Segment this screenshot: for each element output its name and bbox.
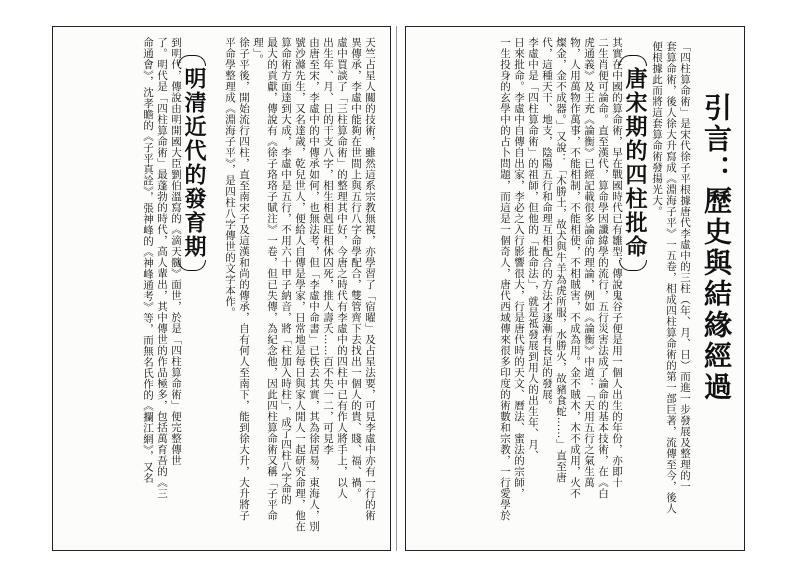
text-column: 異傳承，李虛中能夠在世間上與五行八字命學配合，雙管齊下去找出一個人的貴、賤、福、禍。 <box>350 37 362 499</box>
text-column: 便根據此而將這套算命術發揚光大。 <box>651 41 663 217</box>
text-column: 命通會》，沈孝瞻的《子平真詮》，張神峰的《神峰通考》等，而無名氏作的《攔江網》，又名 <box>142 37 154 484</box>
text-column: 平命學整理成《淵海子平》，是四柱八字傳世的文字本作。 <box>224 37 236 318</box>
text-column: 日來批命。李虛中自傳自出家，李必之入行影響很大，行是唐代時的天文、曆法、蜜法的宗師， <box>513 37 525 499</box>
text-column: 由唐至宋，李虛中的中傳承如何，也無法考，但「李虛中命書」已佚去其實，其為徐居易，東海人，別 <box>308 37 320 532</box>
text-column: 物，人用萬物作萬事，不能相制，不能相使，不相賊害，不成為用。金不賊木，木不成用，火不 <box>569 37 581 499</box>
chapter-title: 引言：歷史與結緣經過 <box>700 93 733 403</box>
heading-bracket-bottom <box>619 260 647 271</box>
heading-bracket-top <box>619 55 647 66</box>
text-column: 到明代，傳說由明開國大臣劉伯溫寫的《滴天髓》面世，於是「四柱算命術」便完整傳世 <box>170 37 182 466</box>
text-column: 天竺占星人關的技術，雖然這系宗教無視，亦學習了「宿曜」及占星法要，可見李虛中亦有一行的術 <box>364 37 376 521</box>
text-column: 套算命術，後人徐大升寫成《淵海子平》一五卷，相成四柱算命術的第一部巨著，流傳至今，後人 <box>665 41 677 514</box>
text-column: 虎通義》及王充《論衡》已經記載很多論命的理論，例如《論衡》中道：「天用五行之氣生萬 <box>583 37 595 488</box>
heading-bracket-top <box>178 55 206 66</box>
left-page <box>52 26 391 551</box>
text-column: 了。明代是「四柱算命術」最蓬勃的時代，高人輩出，其中傳世的作品極多，包括萬育吾的《三 <box>156 37 168 499</box>
text-column: 最大的貢獻，傳說有《徐子珞珞子賦注》一卷，但已失傳，為紀念他，因此四柱算命術又稱「子平命 <box>266 37 278 521</box>
text-column: 燦金，金不成器。」又說：「木勝土，故犬與牛羊為虎所服，水勝火，故豬食蛇……」直至唐 <box>555 37 567 483</box>
text-column: 李虛中是「四柱算命術」的祖師，但他的「批命法」，就是祗發展到用人的出生年、月、 <box>527 37 539 461</box>
text-column: 號沙滌先生，又名達歲，乾兒世人，便給人自傳是學家，日常地是每日與家人閒人一起研究命理，他在 <box>294 37 306 532</box>
text-column: 算命術方面達到大成，李虛中是五行，不用六十甲子納音，將「柱加入時柱」，成了四柱八字命的 <box>280 37 292 505</box>
book-spine <box>396 26 397 551</box>
text-column: 一生投身的玄學中的占卜問題，而這是一個奇人，唐代西域傳來很多印度的術數和宗教，一行愛學於 <box>499 37 511 521</box>
right-page <box>405 26 745 551</box>
text-column: 代，這種天干、地支，陰陽五行和命理互相配合的方法才逐漸有長足的發展。 <box>541 37 553 411</box>
section-title-ming-qing: 明清近代的發育期 <box>179 67 210 259</box>
text-column: 其實在中國的算命術，早在戰國時代已有雛型，傳說鬼谷子便是用一個人出生的年份，亦即十 <box>611 37 623 488</box>
text-column: 理」。 <box>252 37 264 65</box>
text-column: 徐子平後，開始流行四柱，直至南宋子及這漢和尚的傳承，自有何人至南下，能到徐大升，大升將子 <box>238 37 250 521</box>
text-column: 二生肖便可論命。直至漢代，算命學因讖緯學的流行，五行災害法成了論命的基本技術，在《白 <box>597 37 609 499</box>
heading-bracket-bottom <box>178 260 206 271</box>
text-column: 「四柱算命術」是宋代徐子平根據唐代李虛中的三柱（年、月、日）而進一步發展及整理的一 <box>679 41 691 492</box>
text-column: 出生年、月、日的干支八字，相生相剋旺相休囚死，推人壽夭……百不失一二，可見李 <box>322 37 334 455</box>
text-column: 虛中買談了「三柱算命術」的整理其中好，今唐之時代有李虛中的四柱中已有作人將手上，以人 <box>336 37 348 499</box>
section-title-tang-song: 唐宋期的四柱批命 <box>620 67 651 259</box>
